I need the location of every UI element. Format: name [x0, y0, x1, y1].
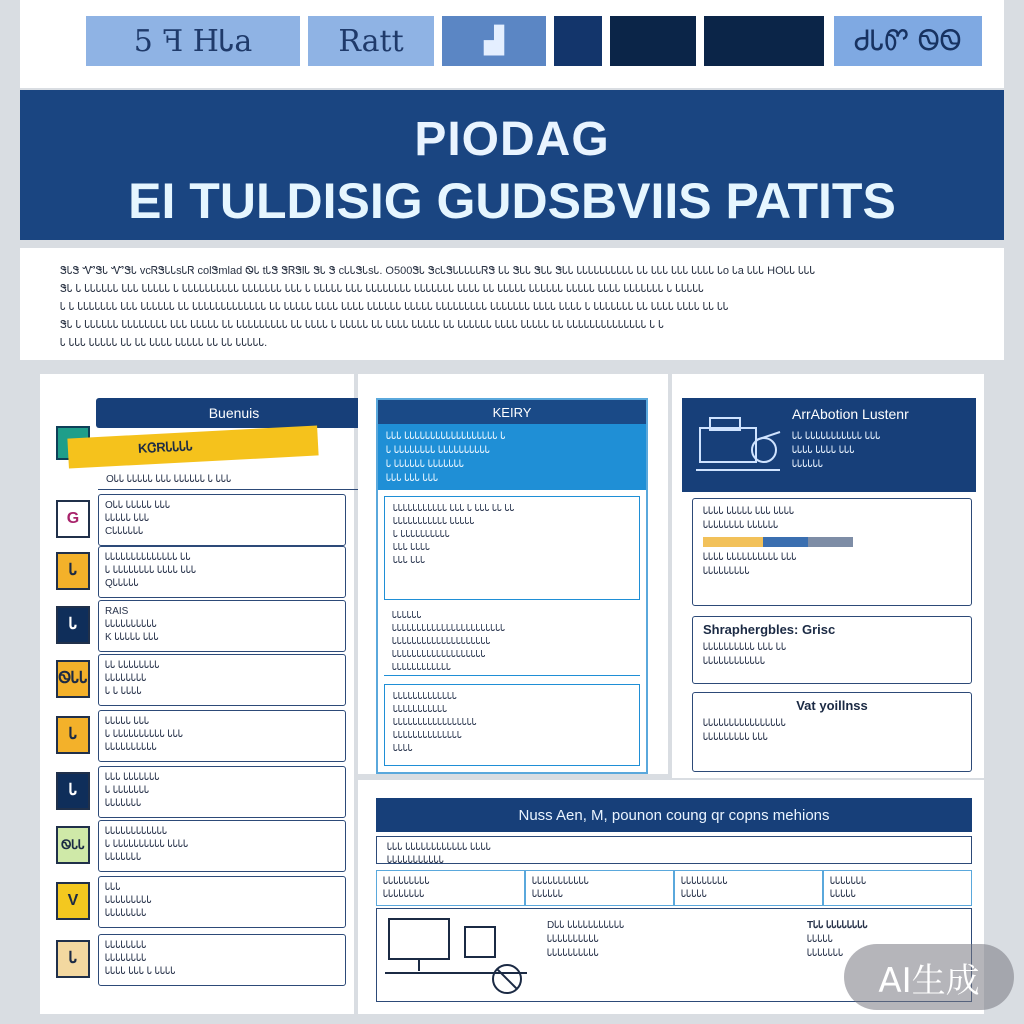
cell-line: ᏓᏓᏓᏓᏓ: [830, 889, 856, 900]
block-line: ᏓᏓᏓᏓᏓᏓᏓᏓᏓᏓᏓ ᏓᏓᏓᏓᏓ: [393, 516, 475, 527]
item-text-box: [98, 494, 346, 546]
bottom-cell[interactable]: [525, 870, 674, 906]
item-line: Ꮣ ᏓᏓᏓᏓᏓᏓᏓᏓ ᏓᏓᏓᏓ ᏓᏓᏓ: [105, 565, 197, 576]
item-line: ᏓᏓᏓ ᏓᏓᏓᏓᏓᏓᏓ: [105, 772, 160, 783]
item-line: ᏓᏓᏓᏓᏓᏓᏓ: [105, 798, 142, 809]
application-box: [692, 498, 972, 606]
tab-6[interactable]: [704, 16, 824, 66]
item-line: ᏓᏓᏓᏓᏓ ᏓᏓᏓ: [105, 513, 150, 524]
workstation-illustration: [381, 913, 531, 997]
machine-illustration: [690, 410, 786, 482]
item-line: ᏓᏓᏓᏓᏓᏓᏓᏓᏓᏓ: [105, 742, 157, 753]
item-text-box: [98, 934, 346, 986]
tab-3[interactable]: [442, 16, 546, 66]
list-item[interactable]: [56, 654, 346, 706]
tool-strip-icon: [703, 537, 853, 547]
column-business-header: Buenuis: [96, 398, 372, 428]
block-line: ᏓᏓᏓᏓᏓᏓᏓᏓᏓᏓᏓᏓᏓᏓ: [393, 730, 462, 741]
intro-line: ᏕᏓ Ꮣ ᏓᏓᏓᏓᏓᏓ ᏓᏓᏓ ᏓᏓᏓᏓᏓ Ꮣ ᏓᏓᏓᏓᏓᏓᏓᏓᏓᏓ ᏓᏓᏓᏓᏓᏓᏓ ᏓᏓᏓ Ꮣ ᏓᏓᏓᏓᏓ ᏓᏓᏓ ᏓᏓᏓᏓᏓᏓᏓᏓ ᏓᏓᏓᏓᏓᏓᏓ ᏓᏓᏓᏓ ᏓᏓ ᏓᏓᏓᏓᏓ ᏓᏓᏓᏓᏓᏓ ᏓᏓᏓᏓᏓ ᏓᏓᏓᏓ ᏓᏓᏓᏓᏓᏓᏓ Ꮣ ᏓᏓᏓᏓᏓ: [60, 283, 704, 295]
item-icon: V: [56, 882, 90, 920]
block-line: ᏓᏓᏓᏓᏓᏓᏓᏓᏓᏓᏓᏓ: [392, 662, 452, 673]
item-text-box: [98, 600, 346, 652]
application-box: [692, 616, 972, 684]
cell-line: ᏓᏓᏓᏓᏓᏓ: [532, 889, 564, 900]
item-line: K ᏓᏓᏓᏓᏓ ᏓᏓᏓ: [105, 632, 159, 643]
box-line: ᏓᏓᏓᏓ ᏓᏓᏓᏓᏓᏓᏓᏓᏓᏓ ᏓᏓᏓ: [703, 552, 797, 563]
item-text-box: [98, 766, 346, 818]
bottom-cell[interactable]: [376, 870, 525, 906]
cell-line: ᏓᏓᏓᏓᏓᏓᏓᏓᏓ: [383, 876, 430, 887]
list-item[interactable]: [56, 876, 346, 928]
tab-3-icon: ▟: [484, 26, 504, 56]
top-tabs: [86, 16, 982, 66]
item-line: Ꮣ ᏓᏓᏓᏓᏓᏓᏓ: [105, 785, 150, 796]
tab-4[interactable]: [554, 16, 602, 66]
item-text-box: [98, 710, 346, 762]
list-item[interactable]: [56, 710, 346, 762]
key-panel: [376, 398, 648, 774]
block-line: ᏓᏓᏓᏓᏓᏓᏓᏓᏓᏓᏓᏓᏓ: [393, 691, 457, 702]
item-line: ᏓᏓᏓᏓ ᏓᏓᏓ Ꮣ ᏓᏓᏓᏓ: [105, 966, 176, 977]
application-box-title: Vat yoillnss: [796, 698, 868, 713]
item-text-box: [98, 654, 346, 706]
item-line: ᏓᏓᏓᏓᏓᏓᏓᏓ: [105, 908, 147, 919]
item-icon: Ꮣ: [56, 940, 90, 978]
summary-line: Ꮣ ᏓᏓᏓᏓᏓᏓᏓᏓ ᏓᏓᏓᏓᏓᏓᏓᏓᏓᏓ: [386, 445, 490, 456]
footer-title: TᏓᏓ ᏓᏓᏓᏓᏓᏓᏓᏓ: [807, 920, 868, 931]
application-line: ᏓᏓ ᏓᏓᏓᏓᏓᏓᏓᏓᏓᏓᏓ ᏓᏓᏓ: [792, 431, 881, 442]
item-line: ᏓᏓᏓᏓᏓᏓᏓᏓ: [105, 953, 147, 964]
bottom-cells: [376, 870, 972, 906]
item-line: ᏓᏓᏓᏓᏓ ᏓᏓᏓ: [105, 716, 150, 727]
summary-line: ᏓᏓᏓ ᏓᏓᏓᏓᏓᏓᏓᏓᏓᏓᏓᏓᏓᏓᏓᏓᏓᏓ Ꮣ: [386, 431, 506, 442]
intro-line: Ꮣ ᏓᏓᏓ ᏓᏓᏓᏓᏓ ᏓᏓ ᏓᏓ ᏓᏓᏓᏓ ᏓᏓᏓᏓᏓ ᏓᏓ ᏓᏓ ᏓᏓᏓᏓᏓ.: [60, 337, 268, 349]
intro-paragraph: [20, 248, 1004, 360]
item-icon: Ꮣ: [56, 772, 90, 810]
cell-line: ᏓᏓᏓᏓᏓᏓᏓ: [830, 876, 867, 887]
ai-generated-watermark: AI生成: [844, 944, 1014, 1010]
intro-line: Ꮣ Ꮣ ᏓᏓᏓᏓᏓᏓᏓ ᏓᏓᏓ ᏓᏓᏓᏓᏓᏓ ᏓᏓ ᏓᏓᏓᏓᏓᏓᏓᏓᏓᏓᏓᏓᏓ ᏓᏓ ᏓᏓᏓᏓᏓ ᏓᏓᏓᏓ ᏓᏓᏓᏓ ᏓᏓᏓᏓᏓᏓ ᏓᏓᏓᏓᏓ ᏓᏓᏓᏓᏓᏓᏓᏓᏓ ᏓᏓᏓᏓᏓᏓᏓ ᏓᏓᏓᏓ ᏓᏓᏓᏓ Ꮣ ᏓᏓᏓᏓᏓᏓᏓ ᏓᏓ ᏓᏓᏓᏓ ᏓᏓᏓᏓ ᏓᏓ ᏓᏓ: [60, 301, 729, 313]
item-line: Ꮣ Ꮣ ᏓᏓᏓᏓ: [105, 686, 142, 697]
item-line: ᏓᏓᏓᏓᏓᏓᏓᏓ: [105, 673, 147, 684]
key-block: [384, 496, 640, 600]
cell-line: ᏓᏓᏓᏓᏓᏓᏓᏓᏓ: [681, 876, 728, 887]
column-application: [672, 374, 984, 778]
summary-line: Ꮣ ᏓᏓᏓᏓᏓᏓ ᏓᏓᏓᏓᏓᏓᏓ: [386, 459, 465, 470]
item-text-box: [98, 820, 346, 872]
bottom-row: [376, 836, 972, 864]
application-line: ᏓᏓᏓᏓ ᏓᏓᏓᏓ ᏓᏓᏓ: [792, 445, 855, 456]
footer-line: ᏓᏓᏓᏓᏓᏓᏓ: [807, 948, 844, 959]
sticker-subline: OᏓᏓ ᏓᏓᏓᏓᏓ ᏓᏓᏓ ᏓᏓᏓᏓᏓᏓ Ꮣ ᏓᏓᏓ: [98, 470, 370, 490]
application-box-title: Shraphergbles: Grisc: [703, 622, 836, 637]
key-block: [384, 604, 640, 676]
box-line: ᏓᏓᏓᏓᏓᏓᏓᏓᏓ: [703, 566, 750, 577]
item-line: ᏓᏓᏓᏓᏓᏓᏓᏓᏓᏓ: [105, 619, 157, 630]
cell-line: ᏓᏓᏓᏓᏓᏓᏓᏓ: [383, 889, 425, 900]
footer-line: ᏓᏓᏓᏓᏓ: [807, 934, 833, 945]
bottom-cell[interactable]: [823, 870, 972, 906]
item-icon: ᏫᏓᏓ: [56, 826, 90, 864]
footer-line: DᏓᏓ ᏓᏓᏓᏓᏓᏓᏓᏓᏓᏓᏓ: [547, 920, 625, 931]
bottom-header: Nuss Aen, M, pounon coung qr copns mehions: [376, 798, 972, 832]
block-line: ᏓᏓᏓᏓᏓᏓᏓᏓᏓᏓᏓᏓᏓᏓᏓᏓᏓ: [393, 717, 477, 728]
item-line: RAIS: [105, 606, 129, 617]
application-title: ArrAbotion Lustenr: [792, 406, 909, 422]
hero-banner: [20, 90, 1004, 240]
item-line: CᏓᏓᏓᏓᏓᏓ: [105, 526, 144, 537]
item-text-box: [98, 546, 346, 598]
summary-line: ᏓᏓᏓ ᏓᏓᏓ ᏓᏓᏓ: [386, 473, 439, 484]
box-line: ᏓᏓᏓᏓᏓᏓᏓᏓᏓᏓᏓᏓ: [703, 656, 766, 667]
block-line: ᏓᏓᏓᏓᏓᏓᏓᏓᏓᏓᏓᏓᏓᏓᏓᏓᏓᏓᏓᏓᏓᏓᏓ: [392, 623, 506, 634]
intro-line: ᏕᏓᏕ ᏉᏕᏓ ᏉᏕᏓ vcᏒᏕᏓᏓsᏓᏒ colᏕmlad ᏫᏓ tᏓᏕ ᏕᏒᏕlᏓ ᏕᏓ Ꮥ cᏓᏓᏕᏓsᏓ. O500ᏕᏓ ᏕcᏓᏕᏓᏓᏓᏓᏓᏒᏕ ᏓᏓ ᏕᏓᏓ ᏕᏓᏓ ᏕᏓᏓ ᏓᏓᏓᏓᏓᏓᏓᏓᏓᏓ ᏓᏓ ᏓᏓᏓ ᏓᏓᏓ ᏓᏓᏓᏓ Ꮣo Ꮣa ᏓᏓᏓ HOᏓᏓ ᏓᏓᏓ: [60, 265, 816, 277]
block-line: ᏓᏓᏓᏓᏓᏓᏓᏓᏓᏓᏓ ᏓᏓᏓ Ꮣ ᏓᏓᏓ ᏓᏓ ᏓᏓ: [393, 503, 515, 514]
top-strip: [20, 0, 1004, 88]
application-line: ᏓᏓᏓᏓᏓᏓ: [792, 459, 824, 470]
tab-1[interactable]: 5 ꟻ HᏓa: [86, 16, 300, 66]
tab-5[interactable]: [610, 16, 696, 66]
item-icon: Ꮣ: [56, 716, 90, 754]
item-line: ᏓᏓᏓᏓᏓᏓᏓ: [105, 852, 142, 863]
list-item[interactable]: [56, 494, 346, 546]
box-line: ᏓᏓᏓᏓᏓᏓᏓᏓᏓᏓ ᏓᏓᏓ ᏓᏓ: [703, 642, 787, 653]
list-item[interactable]: [56, 600, 346, 652]
list-item[interactable]: [56, 546, 346, 598]
key-panel-header: KEIRY: [378, 400, 646, 424]
item-line: ᏓᏓᏓᏓᏓᏓᏓᏓᏓᏓᏓᏓᏓᏓ ᏓᏓ: [105, 552, 191, 563]
block-line: ᏓᏓᏓᏓᏓᏓᏓᏓᏓᏓᏓ: [393, 704, 448, 715]
item-line: OᏓᏓ ᏓᏓᏓᏓᏓ ᏓᏓᏓ: [105, 500, 171, 511]
item-icon: G: [56, 500, 90, 538]
tab-2[interactable]: Ratt: [308, 16, 434, 66]
row-line: ᏓᏓᏓᏓᏓᏓᏓᏓᏓᏓᏓ: [387, 855, 444, 864]
footer-line: ᏓᏓᏓᏓᏓᏓᏓᏓᏓᏓ: [547, 948, 599, 959]
highlight-sticker[interactable]: KᏣRᏓᏓᏓᏓ: [67, 425, 318, 468]
key-block: [384, 684, 640, 766]
cell-line: ᏓᏓᏓᏓᏓᏓᏓᏓᏓᏓᏓ: [532, 876, 589, 887]
item-text-box: [98, 876, 346, 928]
application-text: [792, 430, 972, 472]
application-header: [682, 398, 976, 492]
footer-line: ᏓᏓᏓᏓᏓᏓᏓᏓᏓᏓ: [547, 934, 599, 945]
block-line: ᏓᏓᏓᏓᏓᏓ: [392, 610, 422, 621]
box-line: ᏓᏓᏓᏓ ᏓᏓᏓᏓᏓ ᏓᏓᏓ ᏓᏓᏓᏓ: [703, 506, 795, 517]
list-item[interactable]: [56, 820, 346, 872]
item-line: ᏓᏓᏓᏓᏓᏓᏓᏓ: [105, 940, 147, 951]
bottom-cell[interactable]: [674, 870, 823, 906]
column-key: [358, 374, 668, 774]
box-line: ᏓᏓᏓᏓᏓᏓᏓᏓᏓ ᏓᏓᏓ: [703, 732, 768, 743]
column-business: [40, 374, 354, 1014]
block-line: ᏓᏓᏓ ᏓᏓᏓᏓ: [393, 542, 431, 553]
box-line: ᏓᏓᏓᏓᏓᏓᏓᏓᏓᏓᏓᏓᏓᏓᏓᏓ: [703, 718, 786, 729]
item-line: Ꮣ ᏓᏓᏓᏓᏓᏓᏓᏓᏓᏓ ᏓᏓᏓᏓ: [105, 839, 189, 850]
cell-line: ᏓᏓᏓᏓᏓ: [681, 889, 707, 900]
item-line: ᏓᏓ ᏓᏓᏓᏓᏓᏓᏓᏓ: [105, 660, 160, 671]
banner-title: PIODAG: [414, 113, 610, 166]
list-item[interactable]: [56, 934, 346, 986]
item-line: QᏓᏓᏓᏓᏓ: [105, 578, 139, 589]
intro-line: ᏕᏓ Ꮣ ᏓᏓᏓᏓᏓᏓ ᏓᏓᏓᏓᏓᏓᏓᏓ ᏓᏓᏓ ᏓᏓᏓᏓᏓ ᏓᏓ ᏓᏓᏓᏓᏓᏓᏓᏓᏓ ᏓᏓ ᏓᏓᏓᏓ Ꮣ ᏓᏓᏓᏓᏓ ᏓᏓ ᏓᏓᏓᏓ ᏓᏓᏓᏓᏓ ᏓᏓ ᏓᏓᏓᏓᏓᏓ ᏓᏓᏓᏓ ᏓᏓᏓᏓᏓ ᏓᏓ ᏓᏓᏓᏓᏓᏓᏓᏓᏓᏓᏓᏓᏓᏓ Ꮣ Ꮣ: [60, 319, 664, 331]
item-line: ᏓᏓᏓᏓᏓᏓᏓᏓᏓᏓᏓᏓ: [105, 826, 168, 837]
application-box: [692, 692, 972, 772]
block-line: Ꮣ ᏓᏓᏓᏓᏓᏓᏓᏓᏓᏓ: [393, 529, 450, 540]
row-line: ᏓᏓᏓ ᏓᏓᏓᏓᏓᏓᏓᏓᏓᏓᏓᏓ ᏓᏓᏓᏓ: [387, 842, 491, 853]
block-line: ᏓᏓᏓᏓᏓᏓᏓᏓᏓᏓᏓᏓᏓᏓᏓᏓᏓᏓᏓᏓ: [392, 636, 491, 647]
tab-7[interactable]: ᏧᏓᏛ ᏫᏫ: [834, 16, 982, 66]
key-panel-summary: [378, 424, 646, 490]
item-icon: Ꮣ: [56, 606, 90, 644]
block-line: ᏓᏓᏓᏓ: [393, 743, 413, 754]
item-icon: Ꮣ: [56, 552, 90, 590]
block-line: ᏓᏓᏓᏓᏓᏓᏓᏓᏓᏓᏓᏓᏓᏓᏓᏓᏓᏓᏓ: [392, 649, 486, 660]
banner-subtitle: EI TULDISIG GUDSBVIIS PATITS: [128, 173, 896, 229]
box-line: ᏓᏓᏓᏓᏓᏓᏓᏓ ᏓᏓᏓᏓᏓᏓ: [703, 520, 779, 531]
footer-text: [547, 919, 624, 961]
block-line: ᏓᏓᏓ ᏓᏓᏓ: [393, 555, 426, 566]
item-icon: ᏫᏓᏓ: [56, 660, 90, 698]
item-line: ᏓᏓᏓᏓᏓᏓᏓᏓᏓ: [105, 895, 152, 906]
item-line: ᏓᏓᏓ: [105, 882, 121, 893]
item-line: Ꮣ ᏓᏓᏓᏓᏓᏓᏓᏓᏓᏓ ᏓᏓᏓ: [105, 729, 184, 740]
list-item[interactable]: [56, 766, 346, 818]
